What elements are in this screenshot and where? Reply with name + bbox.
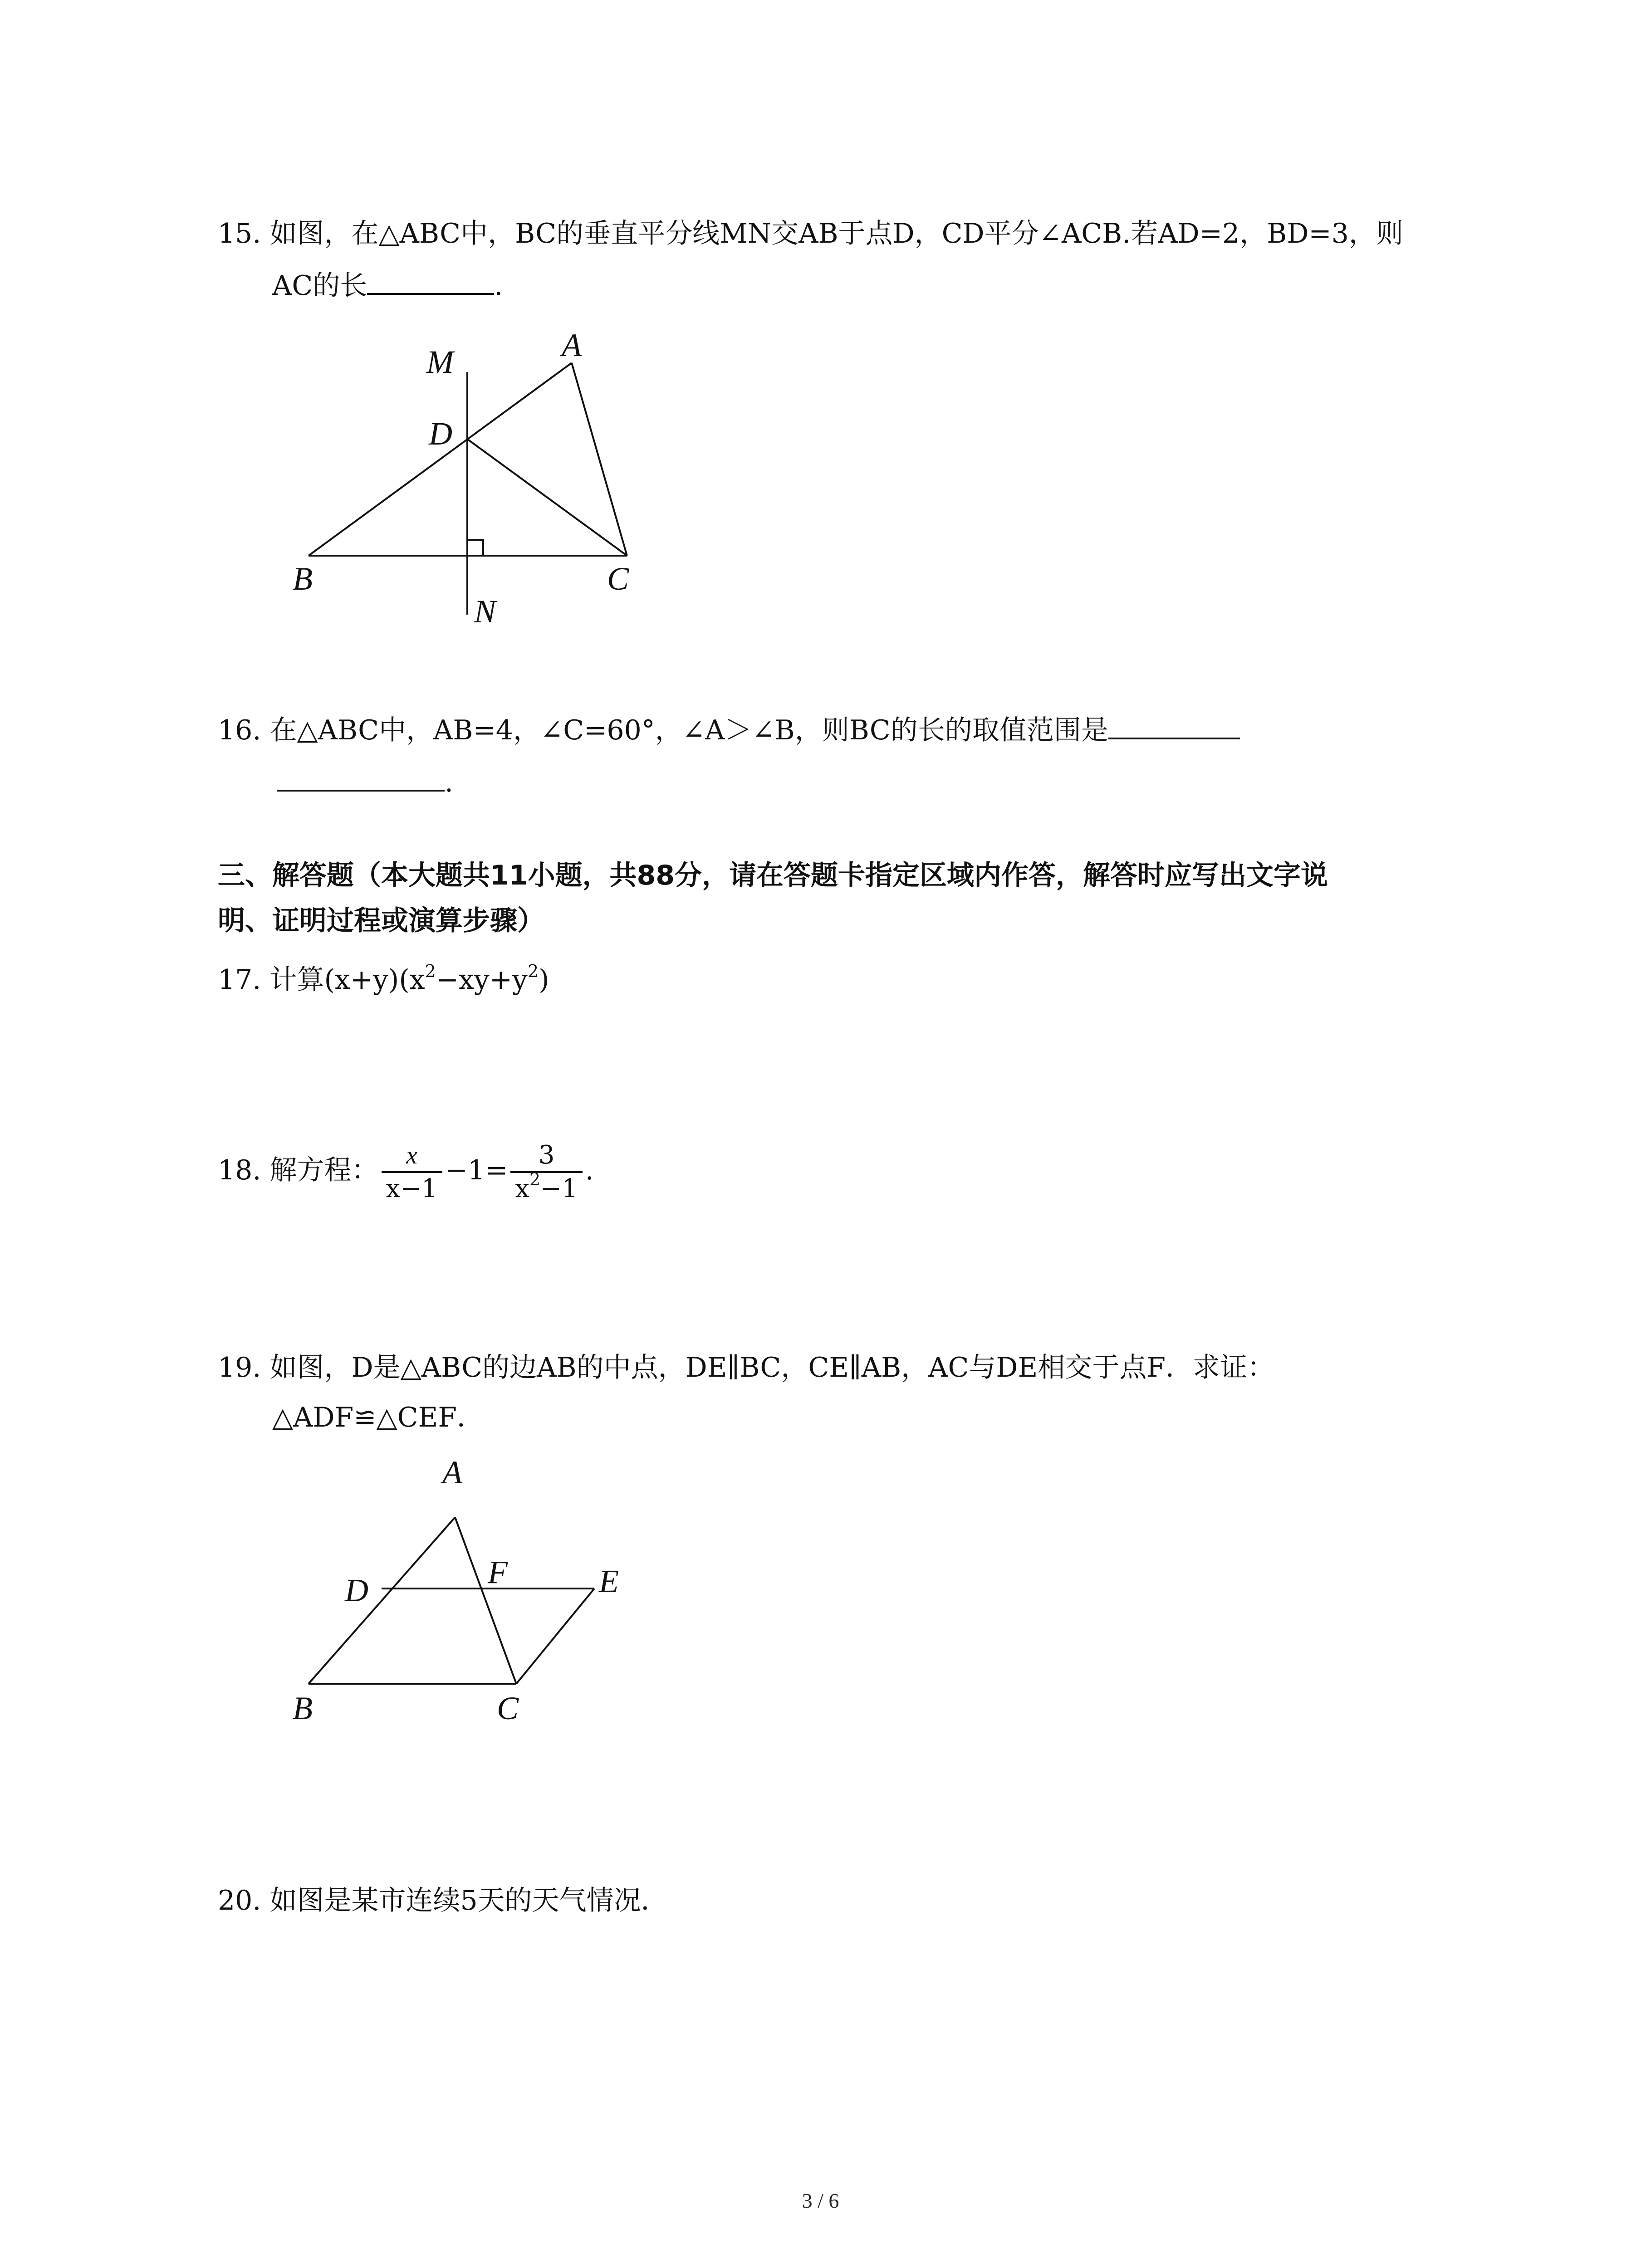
- q15-line2-prefix: AC的长: [272, 270, 367, 302]
- q18-frac2-den-tail: −1: [540, 1174, 578, 1204]
- q15-label-n: N: [474, 593, 496, 630]
- q16-line2-suffix: .: [445, 767, 454, 798]
- q18-frac1-numerator: x: [382, 1139, 442, 1173]
- q16-line1-text: 16. 在△ABC中，AB=4，∠C=60°，∠A＞∠B，则BC的长的取值范围是: [218, 714, 1108, 746]
- q19-label-c: C: [497, 1690, 519, 1726]
- q19-segment-ce: [516, 1589, 594, 1684]
- q20-line1: 20. 如图是某市连续5天的天气情况．: [218, 1885, 668, 1916]
- q18-frac1-denominator: x−1: [386, 1174, 438, 1204]
- q18-frac2-numerator: 3: [510, 1139, 582, 1173]
- page-number: 3 / 6: [802, 2189, 839, 2212]
- q15-label-a: A: [562, 327, 582, 363]
- q19-segment-ba: [309, 1517, 455, 1684]
- q17-middle: −xy+y: [436, 964, 528, 996]
- q18-frac2-den-exponent: 2: [529, 1169, 541, 1190]
- q15-label-b: B: [293, 561, 313, 597]
- q19-segment-ac: [455, 1517, 516, 1684]
- q19-label-f: F: [488, 1554, 508, 1590]
- q19-label-a: A: [442, 1454, 462, 1491]
- q17-suffix: ): [539, 964, 549, 996]
- q15-label-d: D: [429, 415, 452, 452]
- section3-heading-line2: 明、证明过程或演算步骤）: [218, 905, 544, 937]
- q17-exponent-2: 2: [527, 961, 539, 981]
- q18-middle: −1=: [445, 1154, 508, 1186]
- q19-label-d: D: [345, 1572, 368, 1608]
- q19-label-b: B: [293, 1690, 313, 1726]
- q17-prefix: 17. 计算(x+y)(x: [218, 964, 425, 996]
- q15-label-m: M: [426, 344, 454, 380]
- q19-label-e: E: [599, 1563, 619, 1599]
- q18-prefix: 18. 解方程：: [218, 1154, 379, 1186]
- q15-label-c: C: [607, 561, 629, 597]
- q17-exponent-1: 2: [425, 961, 436, 981]
- section3-heading-line1: 三、解答题（本大题共11小题，共88分，请在答题卡指定区域内作答，解答时应写出文字说: [218, 860, 1328, 891]
- q18-frac2-den-base: x: [515, 1174, 529, 1204]
- q19-line1: 19. 如图，D是△ABC的边AB的中点，DE∥BC，CE∥AB，AC与DE相交于点F．求证：: [218, 1352, 1274, 1383]
- q19-line2: △ADF≌△CEF．: [272, 1402, 484, 1433]
- q18-suffix: .: [585, 1154, 594, 1186]
- q15-line1: 15. 如图，在△ABC中，BC的垂直平分线MN交AB于点D，CD平分∠ACB.若AD=2，BD=3，则: [218, 218, 1403, 249]
- q15-line2-suffix: .: [494, 270, 503, 302]
